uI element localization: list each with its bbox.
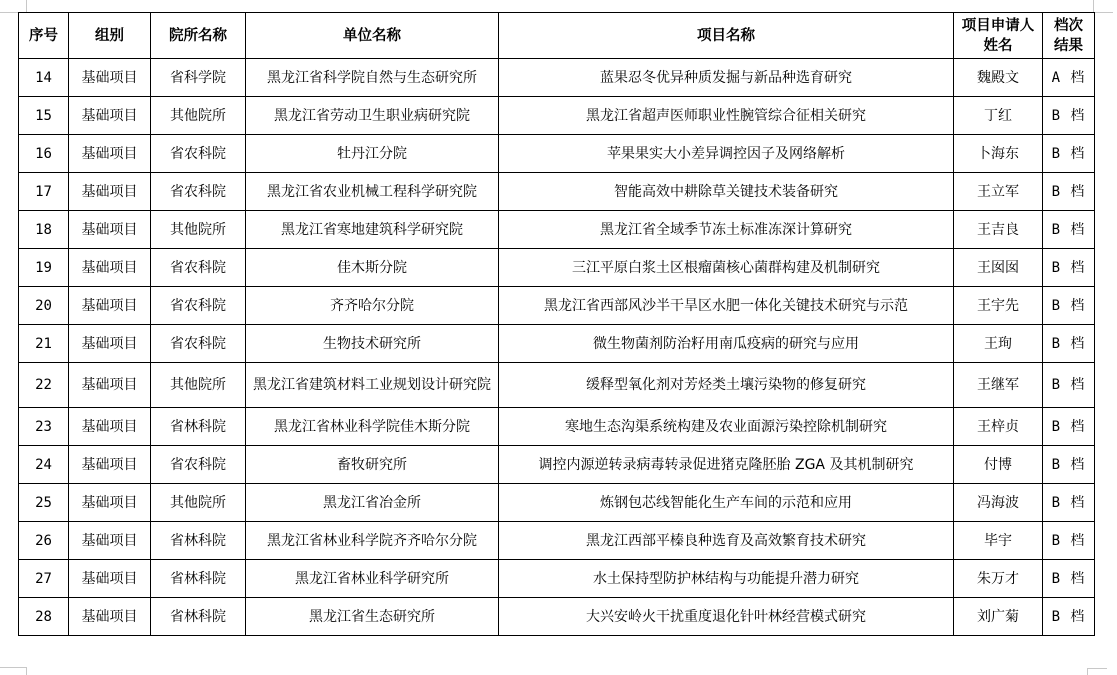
cell-unit: 黑龙江省生态研究所: [246, 598, 499, 636]
cell-institute: 省农科院: [151, 446, 246, 484]
cell-unit: 黑龙江省寒地建筑科学研究院: [246, 211, 499, 249]
crop-mark-top-right: [1093, 0, 1094, 12]
cell-index: 15: [19, 97, 69, 135]
cell-applicant: 毕宇: [954, 522, 1043, 560]
cell-institute: 其他院所: [151, 484, 246, 522]
cell-applicant: 刘广菊: [954, 598, 1043, 636]
cell-project: 微生物菌剂防治籽用南瓜疫病的研究与应用: [499, 325, 954, 363]
table-row: [19, 287, 1095, 325]
cell-group: 基础项目: [69, 135, 151, 173]
cell-unit: 齐齐哈尔分院: [246, 287, 499, 325]
cell-unit: 黑龙江省林业科学研究所: [246, 560, 499, 598]
cell-project: 调控内源逆转录病毒转录促进猪克隆胚胎 ZGA 及其机制研究: [499, 446, 954, 484]
header-project: 项目名称: [499, 13, 954, 59]
crop-mark-top-right: [1093, 12, 1113, 13]
cell-index: 28: [19, 598, 69, 636]
cell-group: 基础项目: [69, 560, 151, 598]
cell-result: B 档: [1043, 363, 1095, 408]
cell-group: 基础项目: [69, 446, 151, 484]
cell-institute: 省农科院: [151, 287, 246, 325]
cell-project: 缓释型氧化剂对芳烃类土壤污染物的修复研究: [499, 363, 954, 408]
cell-group: 基础项目: [69, 408, 151, 446]
results-table: [18, 12, 1095, 636]
cell-unit: 生物技术研究所: [246, 325, 499, 363]
cell-applicant: 王吉良: [954, 211, 1043, 249]
cell-project: 水土保持型防护林结构与功能提升潜力研究: [499, 560, 954, 598]
crop-mark-bottom-left: [26, 667, 27, 675]
cell-applicant: 王立军: [954, 173, 1043, 211]
cell-result: B 档: [1043, 325, 1095, 363]
cell-unit: 畜牧研究所: [246, 446, 499, 484]
cell-institute: 其他院所: [151, 363, 246, 408]
cell-index: 20: [19, 287, 69, 325]
header-institute: 院所名称: [151, 13, 246, 59]
cell-project: 黑龙江西部平榛良种选育及高效繁育技术研究: [499, 522, 954, 560]
table-row: [19, 363, 1095, 408]
cell-institute: 省农科院: [151, 135, 246, 173]
crop-mark-bottom-right: [1087, 668, 1088, 675]
crop-mark-top-left: [0, 12, 18, 13]
cell-applicant: 王梓贞: [954, 408, 1043, 446]
cell-group: 基础项目: [69, 325, 151, 363]
table-row: [19, 97, 1095, 135]
cell-project: 苹果果实大小差异调控因子及网络解析: [499, 135, 954, 173]
table-row: [19, 249, 1095, 287]
crop-mark-top-left: [26, 0, 27, 12]
cell-group: 基础项目: [69, 211, 151, 249]
cell-index: 14: [19, 59, 69, 97]
cell-project: 黑龙江省全域季节冻土标准冻深计算研究: [499, 211, 954, 249]
table-row: [19, 484, 1095, 522]
cell-applicant: 王宇先: [954, 287, 1043, 325]
header-unit: 单位名称: [246, 13, 499, 59]
cell-applicant: 魏殿文: [954, 59, 1043, 97]
table-row: [19, 598, 1095, 636]
cell-project: 黑龙江省超声医师职业性腕管综合征相关研究: [499, 97, 954, 135]
cell-index: 25: [19, 484, 69, 522]
cell-index: 21: [19, 325, 69, 363]
cell-institute: 其他院所: [151, 97, 246, 135]
cell-project: 大兴安岭火干扰重度退化针叶林经营模式研究: [499, 598, 954, 636]
cell-project: 炼钢包芯线智能化生产车间的示范和应用: [499, 484, 954, 522]
cell-group: 基础项目: [69, 287, 151, 325]
cell-unit: 黑龙江省科学院自然与生态研究所: [246, 59, 499, 97]
crop-mark-bottom-right: [1087, 668, 1107, 669]
cell-index: 22: [19, 363, 69, 408]
table-row: [19, 135, 1095, 173]
cell-unit: 黑龙江省农业机械工程科学研究院: [246, 173, 499, 211]
cell-index: 24: [19, 446, 69, 484]
cell-index: 27: [19, 560, 69, 598]
cell-applicant: 丁红: [954, 97, 1043, 135]
cell-applicant: 付博: [954, 446, 1043, 484]
cell-unit: 黑龙江省冶金所: [246, 484, 499, 522]
cell-index: 16: [19, 135, 69, 173]
cell-result: B 档: [1043, 211, 1095, 249]
cell-project: 寒地生态沟渠系统构建及农业面源污染控除机制研究: [499, 408, 954, 446]
cell-project: 智能高效中耕除草关键技术装备研究: [499, 173, 954, 211]
cell-result: B 档: [1043, 249, 1095, 287]
table-row: [19, 325, 1095, 363]
cell-project: 三江平原白浆土区根瘤菌核心菌群构建及机制研究: [499, 249, 954, 287]
cell-project: 黑龙江省西部风沙半干旱区水肥一体化关键技术研究与示范: [499, 287, 954, 325]
cell-institute: 省林科院: [151, 522, 246, 560]
cell-index: 19: [19, 249, 69, 287]
table-row: [19, 408, 1095, 446]
cell-index: 18: [19, 211, 69, 249]
header-result: 档次结果: [1043, 13, 1095, 59]
cell-institute: 省科学院: [151, 59, 246, 97]
cell-result: B 档: [1043, 97, 1095, 135]
cell-group: 基础项目: [69, 59, 151, 97]
cell-result: B 档: [1043, 484, 1095, 522]
header-index: 序号: [19, 13, 69, 59]
cell-result: B 档: [1043, 560, 1095, 598]
cell-group: 基础项目: [69, 97, 151, 135]
cell-unit: 佳木斯分院: [246, 249, 499, 287]
cell-unit: 牡丹江分院: [246, 135, 499, 173]
cell-result: B 档: [1043, 408, 1095, 446]
cell-institute: 省农科院: [151, 249, 246, 287]
cell-group: 基础项目: [69, 173, 151, 211]
header-group: 组别: [69, 13, 151, 59]
cell-institute: 省林科院: [151, 408, 246, 446]
cell-index: 23: [19, 408, 69, 446]
cell-applicant: 王继军: [954, 363, 1043, 408]
cell-applicant: 王囡囡: [954, 249, 1043, 287]
cell-group: 基础项目: [69, 598, 151, 636]
cell-result: B 档: [1043, 598, 1095, 636]
cell-unit: 黑龙江省劳动卫生职业病研究院: [246, 97, 499, 135]
cell-institute: 其他院所: [151, 211, 246, 249]
table-row: [19, 173, 1095, 211]
table-row: [19, 522, 1095, 560]
cell-applicant: 卜海东: [954, 135, 1043, 173]
cell-institute: 省农科院: [151, 173, 246, 211]
cell-unit: 黑龙江省林业科学院齐齐哈尔分院: [246, 522, 499, 560]
cell-result: B 档: [1043, 135, 1095, 173]
cell-result: B 档: [1043, 522, 1095, 560]
cell-applicant: 冯海波: [954, 484, 1043, 522]
cell-group: 基础项目: [69, 484, 151, 522]
cell-result: B 档: [1043, 287, 1095, 325]
cell-institute: 省林科院: [151, 560, 246, 598]
cell-index: 17: [19, 173, 69, 211]
cell-group: 基础项目: [69, 522, 151, 560]
table-header-row: [19, 13, 1095, 59]
crop-mark-bottom-left: [0, 667, 26, 668]
cell-result: B 档: [1043, 446, 1095, 484]
cell-project: 蓝果忍冬优异种质发掘与新品种选育研究: [499, 59, 954, 97]
cell-result: B 档: [1043, 173, 1095, 211]
cell-result: A 档: [1043, 59, 1095, 97]
header-applicant: 项目申请人姓名: [954, 13, 1043, 59]
cell-index: 26: [19, 522, 69, 560]
cell-group: 基础项目: [69, 249, 151, 287]
cell-group: 基础项目: [69, 363, 151, 408]
cell-institute: 省农科院: [151, 325, 246, 363]
cell-unit: 黑龙江省建筑材料工业规划设计研究院: [246, 363, 499, 408]
table-row: [19, 560, 1095, 598]
table-row: [19, 59, 1095, 97]
cell-institute: 省林科院: [151, 598, 246, 636]
table-row: [19, 211, 1095, 249]
cell-applicant: 朱万才: [954, 560, 1043, 598]
cell-unit: 黑龙江省林业科学院佳木斯分院: [246, 408, 499, 446]
cell-applicant: 王珣: [954, 325, 1043, 363]
table-row: [19, 446, 1095, 484]
